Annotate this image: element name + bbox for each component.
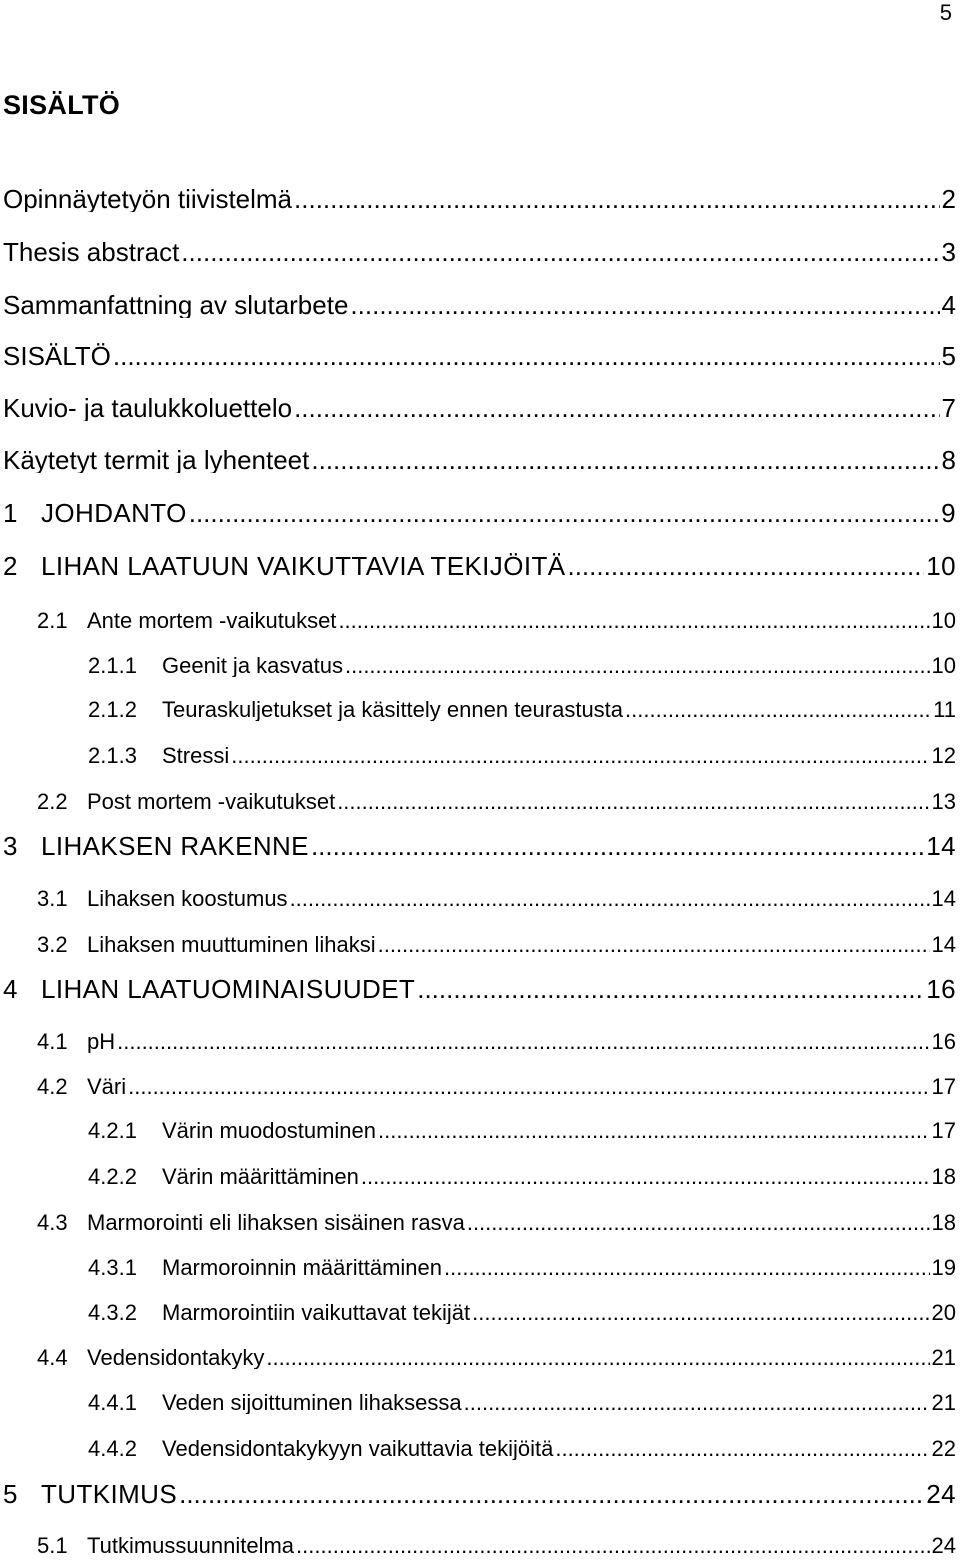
toc-entry[interactable] xyxy=(0,888,960,910)
toc-entry-title: LIHAN LAATUOMINAISUUDET xyxy=(41,976,416,1002)
toc-entry-title: SISÄLTÖ xyxy=(3,343,111,369)
toc-entry-number: 4 xyxy=(3,976,18,1002)
dot-leader xyxy=(350,292,939,318)
toc-entry-title: Lihaksen muuttuminen lihaksi xyxy=(87,934,376,956)
toc-entry-number: 2.1.2 xyxy=(88,699,137,721)
toc-entry-title: LIHAN LAATUUN VAIKUTTAVIA TEKIJÖITÄ xyxy=(41,553,566,579)
toc-entry[interactable] xyxy=(0,745,960,767)
toc-entry-title: Värin muodostuminen xyxy=(162,1120,377,1142)
toc-entry[interactable] xyxy=(0,186,960,212)
toc-entry-page: 10 xyxy=(926,553,956,579)
toc-entry[interactable] xyxy=(0,1120,960,1142)
dot-leader xyxy=(231,745,929,767)
toc-entry-title: Geenit ja kasvatus xyxy=(162,655,343,677)
toc-entry-page: 7 xyxy=(941,395,956,421)
dot-leader xyxy=(181,239,939,265)
toc-entry-title: Marmorointi eli lihaksen sisäinen rasva xyxy=(87,1212,465,1234)
toc-entry-page: 9 xyxy=(941,500,956,526)
toc-entry-number: 4.4 xyxy=(37,1347,68,1369)
toc-entry-page: 14 xyxy=(931,934,956,956)
toc-entry-number: 4.3.2 xyxy=(88,1302,137,1324)
toc-entry[interactable] xyxy=(0,553,960,579)
toc-entry-number: 4.1 xyxy=(37,1031,68,1053)
toc-entry[interactable] xyxy=(0,934,960,956)
toc-entry[interactable] xyxy=(0,699,960,721)
toc-entry-page: 20 xyxy=(931,1302,956,1324)
toc-entry-title: Sammanfattning av slutarbete xyxy=(3,292,349,318)
dot-leader xyxy=(625,699,931,721)
toc-entry[interactable] xyxy=(0,500,960,526)
toc-entry[interactable] xyxy=(0,1347,960,1369)
toc-entry-number: 1 xyxy=(3,500,18,526)
toc-entry-title: Väri xyxy=(87,1076,127,1098)
toc-entry[interactable] xyxy=(0,447,960,473)
toc-entry-number: 5.1 xyxy=(37,1535,68,1557)
toc-entry[interactable] xyxy=(0,1076,960,1098)
toc-entry-page: 18 xyxy=(931,1166,956,1188)
dot-leader xyxy=(472,1302,929,1324)
dot-leader xyxy=(378,934,930,956)
dot-leader xyxy=(113,343,940,369)
toc-entry[interactable] xyxy=(0,655,960,677)
toc-entry[interactable] xyxy=(0,292,960,318)
dot-leader xyxy=(567,553,924,579)
dot-leader xyxy=(294,186,940,212)
toc-entry-number: 2.1.3 xyxy=(88,745,137,767)
toc-entry-title: Post mortem -vaikutukset xyxy=(87,791,336,813)
toc-entry[interactable] xyxy=(0,1535,960,1557)
toc-entry-page: 21 xyxy=(931,1392,956,1414)
toc-entry[interactable] xyxy=(0,1438,960,1460)
toc-entry-number: 4.4.2 xyxy=(88,1438,137,1460)
dot-leader xyxy=(378,1120,930,1142)
toc-entry-title: Marmoroinnin määrittäminen xyxy=(162,1257,442,1279)
toc-entry-page: 10 xyxy=(931,610,956,632)
toc-entry-number: 4.2.1 xyxy=(88,1120,137,1142)
toc-entry-title: Vedensidontakykyyn vaikuttavia tekijöitä xyxy=(162,1438,554,1460)
toc-entry-number: 4.3 xyxy=(37,1212,68,1234)
dot-leader xyxy=(189,500,939,526)
toc-entry-page: 21 xyxy=(931,1347,956,1369)
toc-entry-page: 13 xyxy=(931,791,956,813)
dot-leader xyxy=(294,395,939,421)
dot-leader xyxy=(179,1481,924,1507)
toc-entry-page: 14 xyxy=(931,888,956,910)
dot-leader xyxy=(296,1535,929,1557)
toc-entry-number: 4.2.2 xyxy=(88,1166,137,1188)
dot-leader xyxy=(117,1031,929,1053)
dot-leader xyxy=(464,1392,930,1414)
dot-leader xyxy=(311,833,924,859)
toc-entry-number: 4.4.1 xyxy=(88,1392,137,1414)
toc-entry-title: Tutkimussuunnitelma xyxy=(87,1535,295,1557)
toc-entry-page: 16 xyxy=(926,976,956,1002)
toc-entry-title: Lihaksen koostumus xyxy=(87,888,288,910)
toc-entry-title: LIHAKSEN RAKENNE xyxy=(41,833,309,859)
toc-entry-page: 14 xyxy=(926,833,956,859)
toc-entry-number: 5 xyxy=(3,1481,18,1507)
toc-entry-page: 11 xyxy=(933,699,956,721)
toc-entry-number: 2.1.1 xyxy=(88,655,137,677)
toc-entry-number: 3.1 xyxy=(37,888,68,910)
toc-entry[interactable] xyxy=(0,1031,960,1053)
toc-entry-page: 24 xyxy=(931,1535,956,1557)
toc-entry[interactable] xyxy=(0,343,960,369)
toc-entry-title: JOHDANTO xyxy=(41,500,187,526)
dot-leader xyxy=(417,976,924,1002)
toc-entry[interactable] xyxy=(0,1166,960,1188)
dot-leader xyxy=(266,1347,929,1369)
toc-entry-title: Värin määrittäminen xyxy=(162,1166,359,1188)
toc-entry[interactable] xyxy=(0,833,960,859)
toc-entry-page: 3 xyxy=(941,239,956,265)
toc-entry-title: Opinnäytetyön tiivistelmä xyxy=(3,186,293,212)
toc-entry-title: Thesis abstract xyxy=(3,239,180,265)
toc-entry-title: Veden sijoittuminen lihaksessa xyxy=(162,1392,462,1414)
toc-entry-title: Marmorointiin vaikuttavat tekijät xyxy=(162,1302,471,1324)
toc-entry-page: 24 xyxy=(926,1481,956,1507)
dot-leader xyxy=(555,1438,929,1460)
toc-entry[interactable] xyxy=(0,239,960,265)
toc-entry-title: Teuraskuljetukset ja käsittely ennen teurastusta xyxy=(162,699,624,721)
toc-entry-page: 10 xyxy=(931,655,956,677)
toc-entry-number: 4.3.1 xyxy=(88,1257,137,1279)
toc-entry-number: 3 xyxy=(3,833,18,859)
dot-leader xyxy=(338,610,929,632)
dot-leader xyxy=(337,791,929,813)
toc-entry-page: 8 xyxy=(941,447,956,473)
toc-entry-number: 2 xyxy=(3,553,18,579)
toc-entry-title: Kuvio- ja taulukkoluettelo xyxy=(3,395,293,421)
toc-entry-title: pH xyxy=(87,1031,116,1053)
dot-leader xyxy=(128,1076,929,1098)
toc-entry-page: 5 xyxy=(941,343,956,369)
toc-entry[interactable] xyxy=(0,976,960,1002)
toc-entry-title: Käytetyt termit ja lyhenteet xyxy=(3,447,310,473)
toc-entry-page: 12 xyxy=(931,745,956,767)
toc-entry[interactable] xyxy=(0,1481,960,1507)
toc-entry[interactable] xyxy=(0,1212,960,1234)
page-title: SISÄLTÖ xyxy=(3,90,121,120)
toc-entry-page: 19 xyxy=(931,1257,956,1279)
dot-leader xyxy=(444,1257,930,1279)
toc-entry-page: 18 xyxy=(931,1212,956,1234)
toc-entry-page: 4 xyxy=(941,292,956,318)
toc-entry-title: TUTKIMUS xyxy=(41,1481,178,1507)
toc-entry-title: Vedensidontakyky xyxy=(87,1347,265,1369)
toc-entry-title: Stressi xyxy=(162,745,230,767)
toc-entry[interactable] xyxy=(0,1257,960,1279)
toc-entry[interactable] xyxy=(0,791,960,813)
toc-entry[interactable] xyxy=(0,1392,960,1414)
toc-entry-number: 2.1 xyxy=(37,610,68,632)
dot-leader xyxy=(290,888,930,910)
toc-entry[interactable] xyxy=(0,395,960,421)
page-number: 5 xyxy=(939,0,952,25)
dot-leader xyxy=(311,447,939,473)
toc-entry-page: 16 xyxy=(931,1031,956,1053)
toc-entry-title: Ante mortem -vaikutukset xyxy=(87,610,337,632)
dot-leader xyxy=(345,655,930,677)
toc-entry[interactable] xyxy=(0,1302,960,1324)
toc-entry-page: 2 xyxy=(941,186,956,212)
toc-entry-page: 17 xyxy=(931,1120,956,1142)
toc-entry[interactable] xyxy=(0,610,960,632)
dot-leader xyxy=(467,1212,930,1234)
toc-entry-number: 3.2 xyxy=(37,934,68,956)
toc-entry-number: 4.2 xyxy=(37,1076,68,1098)
toc-entry-page: 22 xyxy=(931,1438,956,1460)
toc-entry-page: 17 xyxy=(931,1076,956,1098)
toc-entry-number: 2.2 xyxy=(37,791,68,813)
dot-leader xyxy=(361,1166,930,1188)
